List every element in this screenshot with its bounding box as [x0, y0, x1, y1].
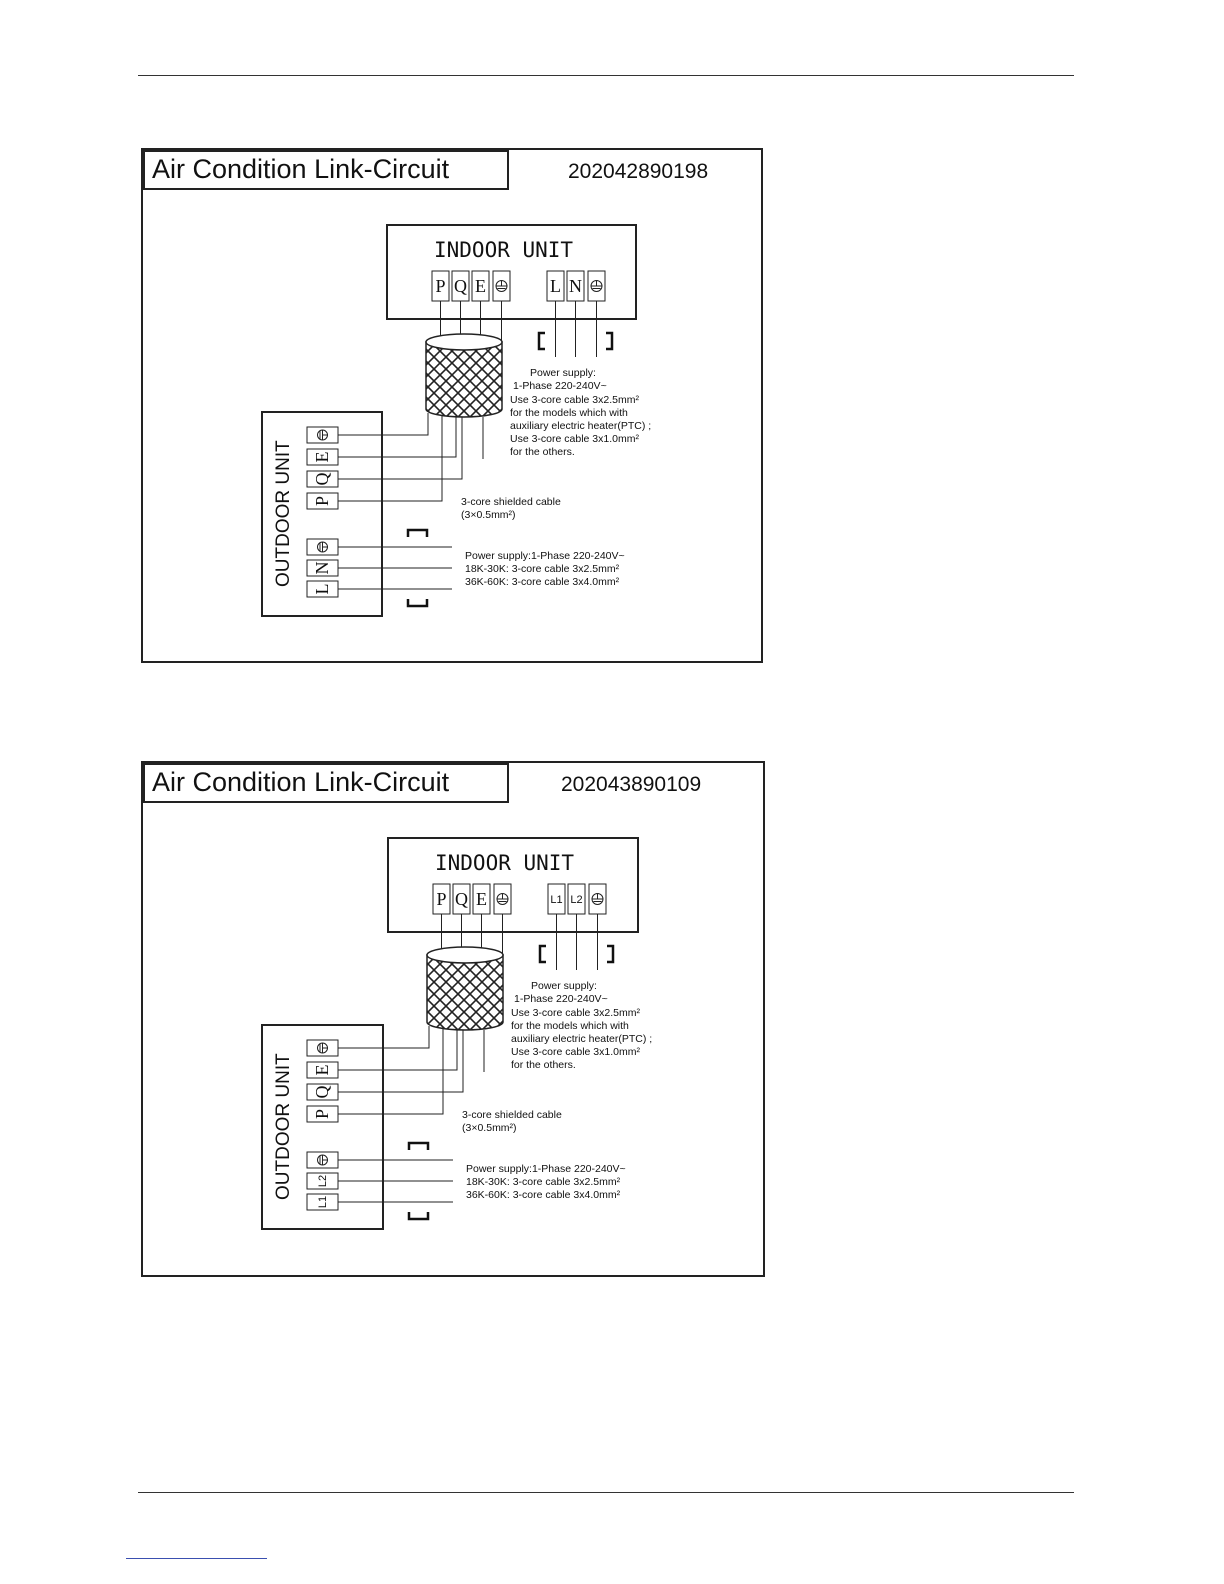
footer-rule [138, 1492, 1074, 1493]
indoor-ground-icon [494, 884, 511, 914]
link-circuit-diagram-1 [140, 147, 765, 665]
svg-text:Q: Q [454, 276, 467, 296]
svg-text:E: E [475, 276, 486, 296]
outdoor-terminal-q [307, 1084, 338, 1100]
indoor-terminal-l [547, 271, 564, 301]
outdoor-power-note: Power supply:1-Phase 220-240V~ 18K-30K: 3-core cable 3x2.5mm² 36K-60K: 3-core cable 3x4.0mm² [465, 550, 625, 588]
indoor-unit-label: INDOOR UNIT [434, 238, 574, 262]
indoor-terminal-q [452, 271, 469, 301]
indoor-terminal-e [472, 271, 489, 301]
outdoor-terminal-e [307, 1062, 338, 1078]
svg-text:L1: L1 [317, 1195, 329, 1209]
outdoor-terminal-l2 [307, 1173, 338, 1189]
outdoor-unit-label: OUTDOOR UNIT [273, 440, 294, 587]
outdoor-power-ground-icon [307, 539, 338, 555]
svg-text:N: N [312, 561, 332, 575]
footer-link-underline[interactable] [126, 1558, 267, 1559]
svg-text:L2: L2 [570, 894, 583, 906]
indoor-terminal-l2 [568, 884, 585, 914]
indoor-unit-label: INDOOR UNIT [435, 851, 575, 875]
outdoor-ground-icon [307, 427, 338, 443]
svg-text:L1: L1 [550, 894, 563, 906]
diagram-1-svg [140, 147, 765, 665]
link-circuit-diagram-2 [140, 760, 767, 1280]
shielded-cable-icon [427, 947, 503, 1030]
svg-text:N: N [569, 276, 582, 296]
outdoor-terminal-q [307, 471, 338, 487]
indoor-terminal-e [473, 884, 490, 914]
diagram-2-svg [140, 760, 767, 1280]
outdoor-terminal-p [307, 1106, 338, 1122]
indoor-terminal-l1 [548, 884, 565, 914]
outdoor-ground-icon [307, 1040, 338, 1056]
outdoor-terminal-p [307, 493, 338, 509]
header-rule [138, 75, 1074, 76]
indoor-power-ground-icon [589, 884, 606, 914]
diagram-code: 202042890198 [568, 160, 709, 183]
svg-text:E: E [312, 451, 332, 463]
svg-text:P: P [436, 889, 447, 909]
indoor-terminal-p [432, 271, 449, 301]
diagram-code: 202043890109 [561, 773, 702, 796]
indoor-power-ground-icon [588, 271, 605, 301]
svg-text:P: P [312, 1108, 332, 1120]
indoor-power-note: Power supply: 1-Phase 220-240V~ Use 3-core cable 3x2.5mm² for the models which with auxiliary electric heater(PTC) ; Use 3-core cable 3x1.0mm² for the others. [510, 367, 652, 458]
shielded-cable-note: 3-core shielded cable (3×0.5mm²) [462, 1109, 562, 1134]
outdoor-terminal-n [307, 560, 338, 576]
svg-text:L: L [312, 583, 332, 595]
diagram-title: Air Condition Link-Circuit [152, 154, 450, 184]
indoor-terminal-p [433, 884, 450, 914]
svg-text:L2: L2 [317, 1174, 329, 1188]
indoor-terminal-q [453, 884, 470, 914]
svg-text:L: L [550, 276, 561, 296]
svg-text:P: P [312, 495, 332, 507]
svg-text:E: E [312, 1064, 332, 1076]
svg-text:Q: Q [312, 1085, 332, 1099]
outdoor-power-ground-icon [307, 1152, 338, 1168]
outdoor-power-note: Power supply:1-Phase 220-240V~ 18K-30K: 3-core cable 3x2.5mm² 36K-60K: 3-core cable 3x4.0mm² [466, 1163, 626, 1201]
outdoor-unit-label: OUTDOOR UNIT [273, 1053, 294, 1200]
svg-text:P: P [435, 276, 446, 296]
indoor-terminal-n [567, 271, 584, 301]
shielded-cable-icon [426, 334, 502, 417]
outdoor-terminal-l [307, 581, 338, 597]
indoor-power-note: Power supply: 1-Phase 220-240V~ Use 3-core cable 3x2.5mm² for the models which with auxiliary electric heater(PTC) ; Use 3-core cable 3x1.0mm² for the others. [511, 980, 653, 1071]
outdoor-terminal-e [307, 449, 338, 465]
outdoor-terminal-l1 [307, 1194, 338, 1210]
svg-text:E: E [476, 889, 487, 909]
diagram-title: Air Condition Link-Circuit [152, 767, 450, 797]
indoor-ground-icon [493, 271, 510, 301]
svg-text:Q: Q [455, 889, 468, 909]
shielded-cable-note: 3-core shielded cable (3×0.5mm²) [461, 496, 561, 521]
svg-text:Q: Q [312, 472, 332, 486]
